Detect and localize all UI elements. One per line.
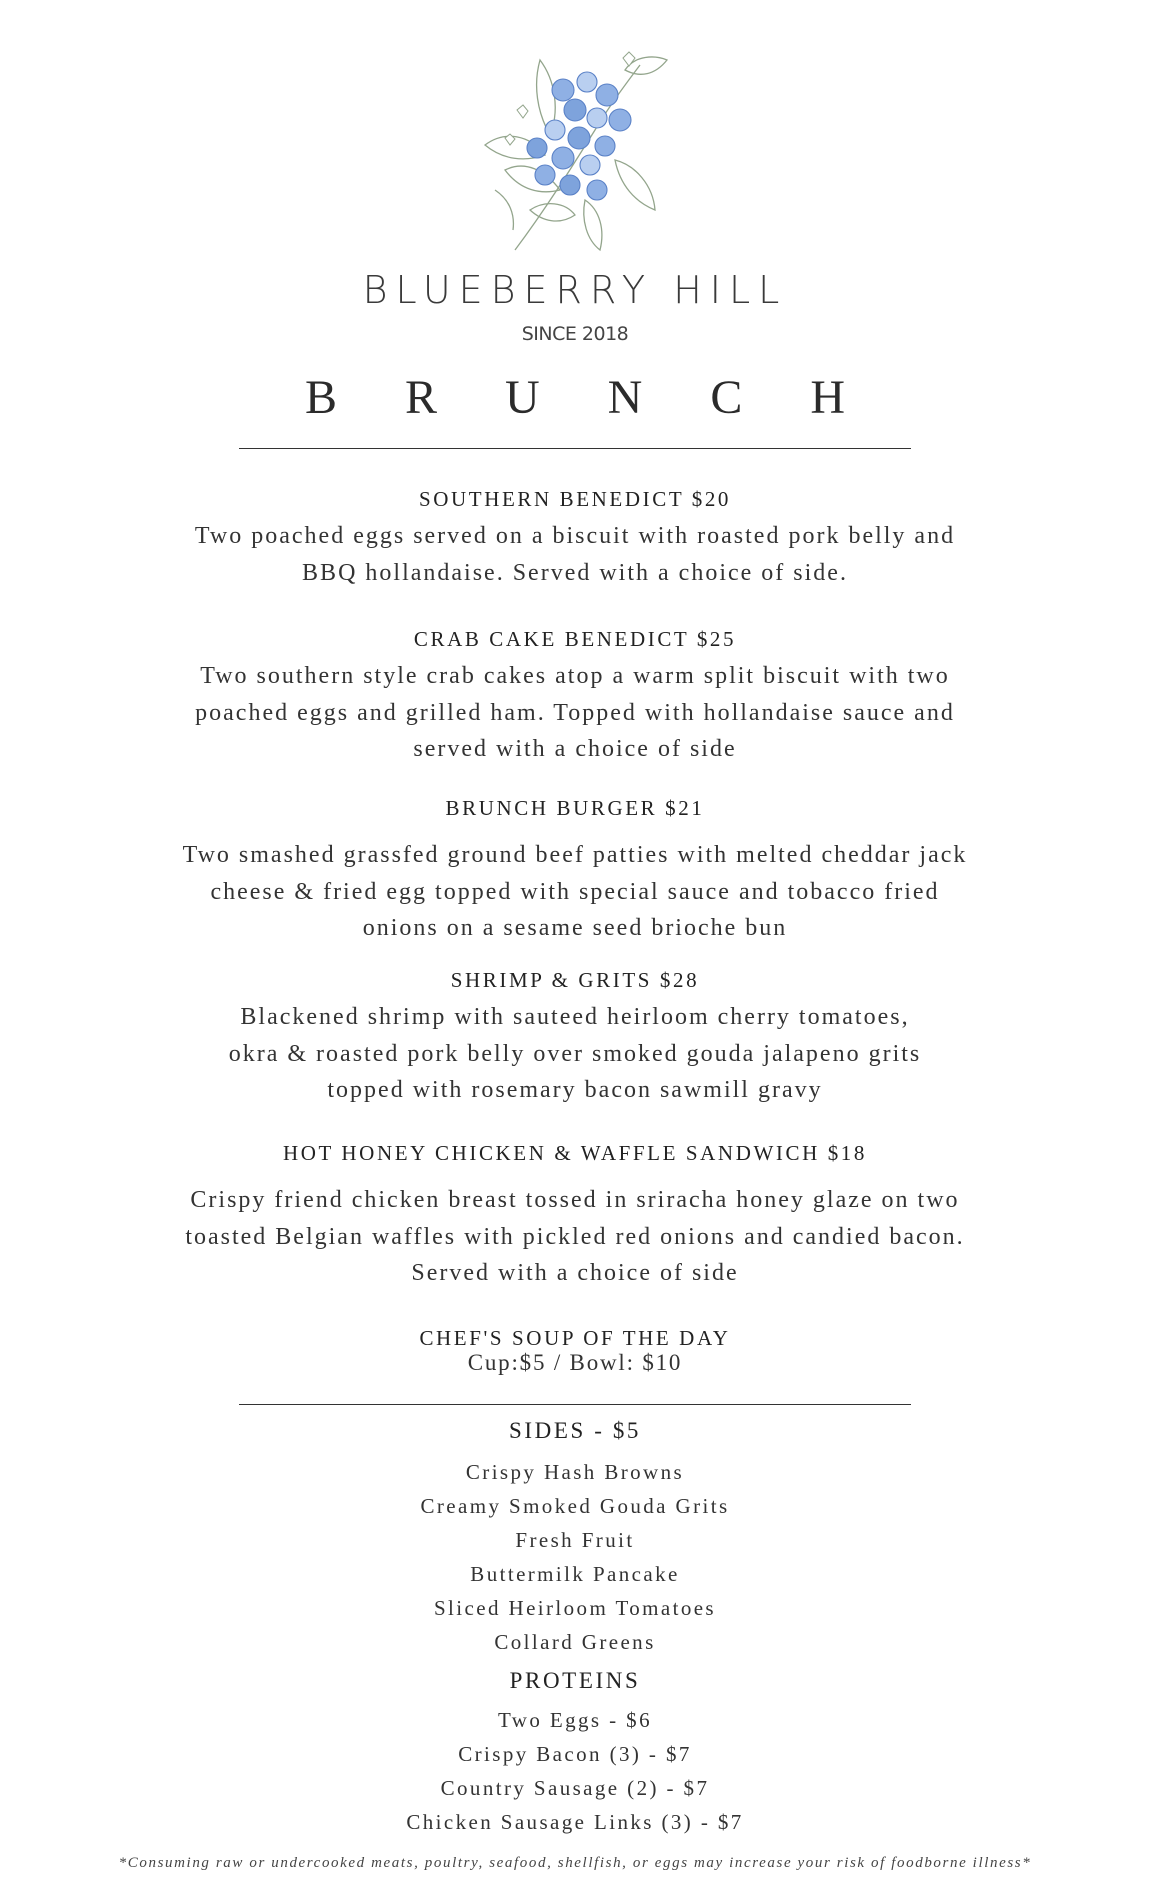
- menu-item-southern-benedict: [0, 484, 1150, 591]
- list-item: Crispy Bacon (3) - $7: [458, 1742, 692, 1766]
- menu-item-description: Crispy friend chicken breast tossed in sriracha honey glaze on two toasted Belgian waffles with pickled red onions and candied bacon. Served with a choice of side: [185, 1187, 965, 1286]
- menu-item-name: CRAB CAKE BENEDICT $25: [413, 627, 737, 651]
- menu-item-name: SHRIMP & GRITS $28: [450, 968, 700, 992]
- list-item: Crispy Hash Browns: [465, 1460, 685, 1484]
- menu-title: B R U N C H: [304, 371, 874, 424]
- list-item: Country Sausage (2) - $7: [440, 1776, 710, 1800]
- list-item: Collard Greens: [494, 1630, 656, 1654]
- menu-item-description: Blackened shrimp with sauteed heirloom cherry tomatoes, okra & roasted pork belly over smoked gouda jalapeno grits topped with rosemary bacon sawmill gravy: [228, 1004, 922, 1103]
- blueberry-branch-logo: [475, 50, 675, 260]
- menu-item-name: BRUNCH BURGER $21: [445, 796, 705, 820]
- restaurant-name: BLUEBERRY HILL: [362, 268, 788, 312]
- list-item: Creamy Smoked Gouda Grits: [420, 1494, 730, 1518]
- menu-item-name: HOT HONEY CHICKEN & WAFFLE SANDWICH $18: [282, 1141, 867, 1165]
- menu-item-soup: [0, 1325, 1150, 1375]
- menu-item-name: SOUTHERN BENEDICT $20: [418, 487, 732, 511]
- foodborne-illness-disclaimer: *Consuming raw or undercooked meats, poultry, seafood, shellfish, or eggs may increase your risk of foodborne illness*: [118, 1855, 1032, 1871]
- proteins-title: PROTEINS: [509, 1668, 641, 1693]
- proteins-list: [0, 1703, 1150, 1839]
- menu-item-crab-cake-benedict: [0, 624, 1150, 768]
- sides-title: SIDES - $5: [508, 1418, 642, 1443]
- menu-item-description: Two poached eggs served on a biscuit with roasted pork belly and BBQ hollandaise. Served with a choice of side.: [194, 523, 956, 586]
- menu-item-name: CHEF'S SOUP OF THE DAY: [419, 1326, 731, 1350]
- established-year: SINCE 2018: [521, 323, 629, 345]
- menu-item-description: Two smashed grassfed ground beef patties with melted cheddar jack cheese & fried egg topped with special sauce and tobacco fried onions on a sesame seed brioche bun: [182, 842, 968, 941]
- list-item: Buttermilk Pancake: [470, 1562, 680, 1586]
- soup-price: Cup:$5 / Bowl: $10: [467, 1350, 683, 1375]
- list-item: Sliced Heirloom Tomatoes: [433, 1596, 717, 1620]
- list-item: Chicken Sausage Links (3) - $7: [406, 1810, 744, 1834]
- menu-item-brunch-burger: [0, 793, 1150, 947]
- menu-item-description: Two southern style crab cakes atop a warm split biscuit with two poached eggs and grilled ham. Topped with hollandaise sauce and served with a choice of side: [195, 663, 955, 762]
- sides-list: [0, 1455, 1150, 1659]
- menu-item-hot-honey-chicken-waffle: [0, 1138, 1150, 1292]
- divider-top: [239, 448, 911, 449]
- list-item: Fresh Fruit: [515, 1528, 635, 1552]
- list-item: Two Eggs - $6: [498, 1708, 652, 1732]
- menu-item-shrimp-grits: [0, 965, 1150, 1109]
- divider-bottom: [239, 1404, 911, 1405]
